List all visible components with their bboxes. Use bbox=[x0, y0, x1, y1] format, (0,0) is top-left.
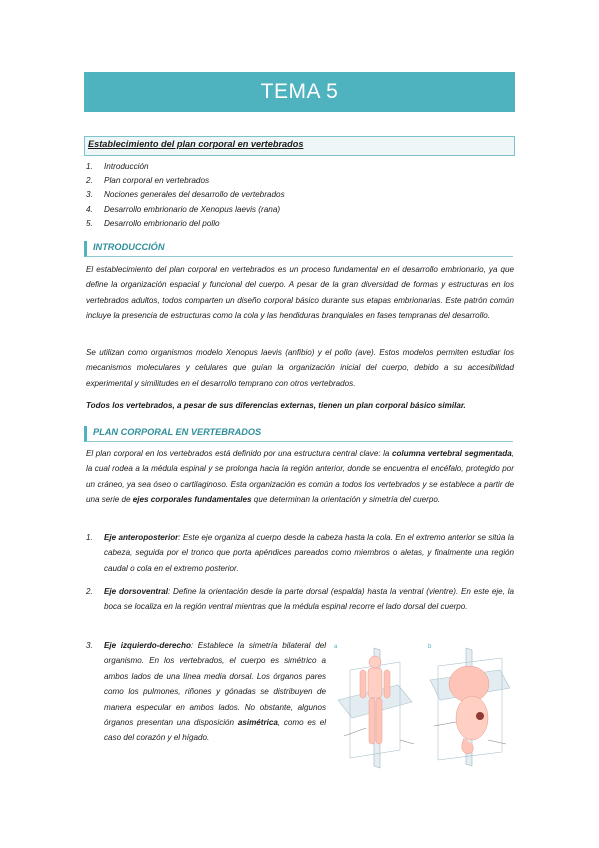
item-number: 1. bbox=[86, 533, 93, 542]
toc-label: Plan corporal en vertebrados bbox=[104, 176, 210, 186]
item-term: Eje anteroposterior bbox=[104, 533, 179, 542]
item-emphasis: asimétrica bbox=[237, 718, 278, 728]
embryo-figure bbox=[430, 648, 510, 766]
toc-number: 3. bbox=[86, 190, 93, 200]
human-figure bbox=[338, 648, 414, 768]
item-description: : Define la orientación desde la parte dorsal (espalda) hasta la ventral (vientre). En este eje, la boca se localiza en la región ventral mientras que la médula espinal recorre el lado dorsal del cuerpo. bbox=[104, 587, 514, 612]
text-run-bold: ejes corporales fundamentales bbox=[132, 495, 252, 505]
subtitle-box bbox=[84, 136, 515, 156]
toc-label: Nociones generales del desarrollo de vertebrados bbox=[104, 190, 285, 200]
human-torso bbox=[368, 668, 382, 698]
figure-label-b: b bbox=[428, 644, 432, 650]
leader-line bbox=[434, 722, 456, 726]
toc-item bbox=[86, 188, 506, 202]
item-number: 2. bbox=[86, 587, 93, 596]
toc-number: 2. bbox=[86, 176, 93, 186]
item-description: : Establece la simetría bilateral del organismo. En los vertebrados, el cuerpo es simétrico a ambos lados de una línea media dorsal. Los órganos pares como los pulmones, riñones y gónadas se distribuyen de manera especular en ambos lados. No obstante, algunos órganos presentan una disposición bbox=[104, 641, 326, 728]
leader-line bbox=[488, 740, 506, 744]
item-description: : Este eje organiza al cuerpo desde la cabeza hasta la cola. En el extremo anterior se sitúa la cabeza, seguida por el tronco que porta apéndices pareados como miembros o aletas, y finalmente una región caudal o cola en el extremo posterior. bbox=[104, 533, 514, 573]
axis-item-2 bbox=[86, 584, 514, 632]
item-description: , como es el caso del corazón y el hígado. bbox=[104, 718, 327, 743]
page-title: TEMA 5 bbox=[260, 80, 339, 103]
human-head bbox=[369, 656, 381, 668]
item-text bbox=[104, 584, 514, 615]
section-heading-intro bbox=[84, 241, 513, 257]
text-run-bold: columna vertebral segmentada bbox=[391, 449, 512, 458]
section-heading-plan bbox=[84, 426, 513, 442]
table-of-contents bbox=[86, 160, 506, 231]
toc-number: 5. bbox=[86, 218, 93, 228]
item-number: 3. bbox=[86, 641, 93, 650]
embryo-heart bbox=[476, 712, 484, 720]
axis-item-1 bbox=[86, 530, 514, 578]
toc-item bbox=[86, 217, 506, 231]
body-axes-illustration bbox=[330, 640, 514, 772]
text-run: El plan corporal en los vertebrados está definido por una estructura central clave: la bbox=[86, 449, 392, 458]
leader-line bbox=[344, 728, 366, 736]
section-heading-text: PLAN CORPORAL EN VERTEBRADOS bbox=[93, 427, 262, 437]
plan-paragraph-1 bbox=[86, 446, 514, 508]
item-term: Eje dorsoventral bbox=[104, 587, 168, 596]
toc-label: Desarrollo embrionario de Xenopus laevis (rana) bbox=[104, 204, 281, 214]
text-run: que determinan la orientación y simetría del cuerpo. bbox=[251, 495, 441, 505]
toc-number: 1. bbox=[86, 162, 93, 171]
human-arm-right bbox=[384, 670, 390, 698]
toc-label: Introducción bbox=[104, 162, 149, 171]
axis-item-3 bbox=[86, 638, 326, 768]
human-leg-left bbox=[369, 698, 375, 744]
item-term: Eje izquierdo-derecho bbox=[104, 641, 191, 650]
document-subtitle: Establecimiento del plan corporal en vertebrados bbox=[88, 139, 304, 149]
toc-item bbox=[86, 174, 506, 188]
toc-number: 4. bbox=[86, 204, 93, 214]
text-run: , la cual rodea a la médula espinal y se prolonga hacia la región anterior, donde se encuentra el encéfalo, protegido por un cráneo, ya sea óseo o cartilaginoso. Esta organización es común a todos los vertebrados y se establece a partir de una serie de bbox=[86, 449, 515, 505]
toc-item bbox=[86, 160, 506, 174]
section-heading-text: INTRODUCCIÓN bbox=[93, 242, 165, 252]
item-text bbox=[104, 638, 326, 746]
intro-paragraph-1: El establecimiento del plan corporal en vertebrados es un proceso fundamental en el desarrollo embrionario, ya que define la organización espacial y funcional del cuerpo. A pesar de la gran diversidad de formas y estructuras en los vertebrados adultos, todos comparten un diseño corporal básico durante sus etapas embrionarias. Este patrón común incluye la presencia de estructuras como la cola y las hendiduras branquiales en fases tempranas del desarrollo. bbox=[86, 265, 514, 321]
toc-item bbox=[86, 203, 506, 217]
toc-label: Desarrollo embrionario del pollo bbox=[104, 218, 220, 228]
item-text bbox=[104, 530, 514, 576]
intro-paragraph-2: Se utilizan como organismos modelo Xenopus laevis (anfibio) y el pollo (ave). Estos modelos permiten estudiar los mecanismos moleculares y celulares que guían la organización inicial del cuerpo, debido a su accesibilidad experimental y similitudes en el desarrollo temprano con otros vertebrados. bbox=[86, 348, 514, 388]
body-axes-figure bbox=[330, 640, 514, 772]
human-arm-left bbox=[360, 670, 366, 698]
intro-paragraph-3: Todos los vertebrados, a pesar de sus diferencias externas, tienen un plan corporal básico similar. bbox=[86, 401, 466, 410]
human-leg-right bbox=[376, 698, 382, 744]
title-banner bbox=[84, 72, 515, 112]
leader-line bbox=[400, 740, 414, 744]
figure-label-a: a bbox=[334, 644, 338, 650]
